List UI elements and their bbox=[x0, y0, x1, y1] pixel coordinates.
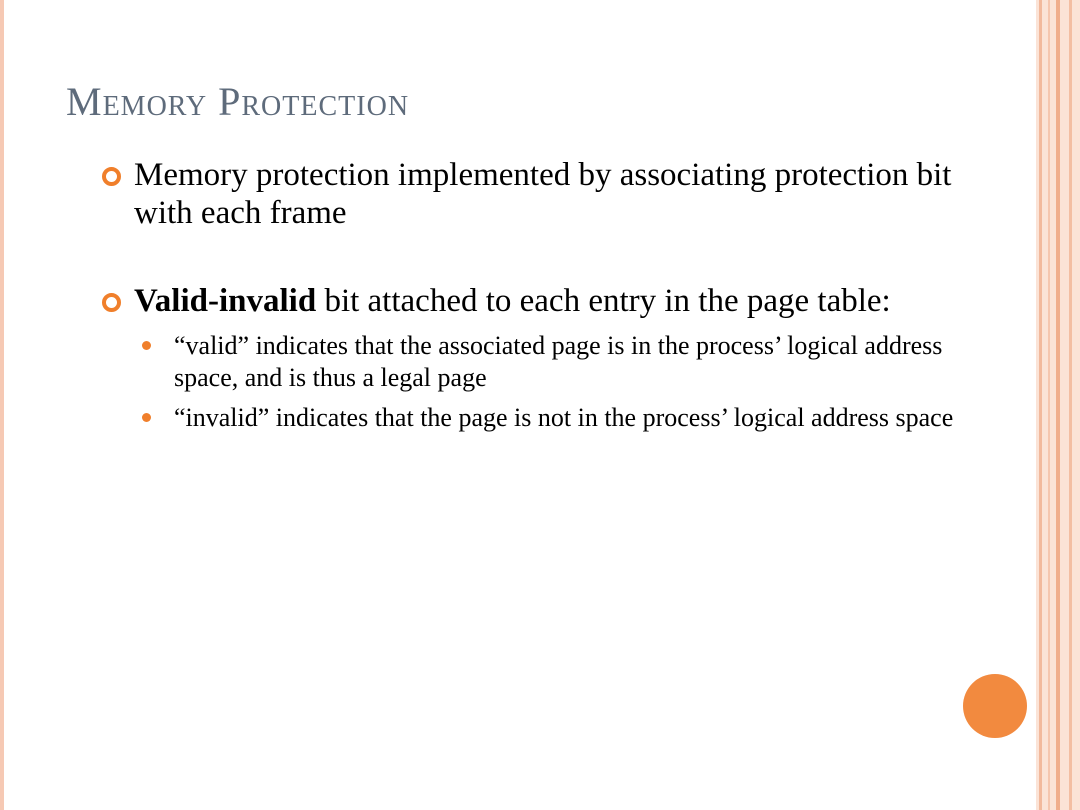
right-stripe bbox=[1069, 0, 1072, 810]
right-stripe bbox=[1039, 0, 1042, 810]
orange-circle-decoration bbox=[963, 674, 1027, 738]
slide-content bbox=[100, 150, 980, 442]
slide-title: Memory Protection bbox=[66, 79, 410, 124]
sub-bullet-list bbox=[100, 330, 980, 434]
sub-bullet-text: “invalid” indicates that the page is not in the process’ logical address space bbox=[174, 403, 954, 432]
sub-bullet-item bbox=[140, 330, 980, 394]
left-edge-decoration bbox=[0, 0, 4, 810]
bullet-text: Memory protection implemented by associating protection bit with each frame bbox=[134, 157, 952, 231]
sub-bullet-text: “valid” indicates that the associated page is in the process’ logical address space, and is thus a legal page bbox=[174, 331, 943, 392]
right-stripe bbox=[1048, 0, 1050, 810]
bullet-text: bit attached to each entry in the page table: bbox=[316, 283, 891, 319]
bullet-item bbox=[100, 156, 980, 232]
sub-bullet-item bbox=[140, 402, 980, 434]
dot-bullet-icon bbox=[142, 341, 151, 350]
right-stripe bbox=[1056, 0, 1060, 810]
ring-bullet-icon bbox=[102, 293, 121, 312]
bullet-bold-term: Valid-invalid bbox=[134, 283, 317, 319]
ring-bullet-icon bbox=[102, 167, 121, 186]
bullet-item bbox=[100, 282, 980, 320]
dot-bullet-icon bbox=[142, 413, 151, 422]
